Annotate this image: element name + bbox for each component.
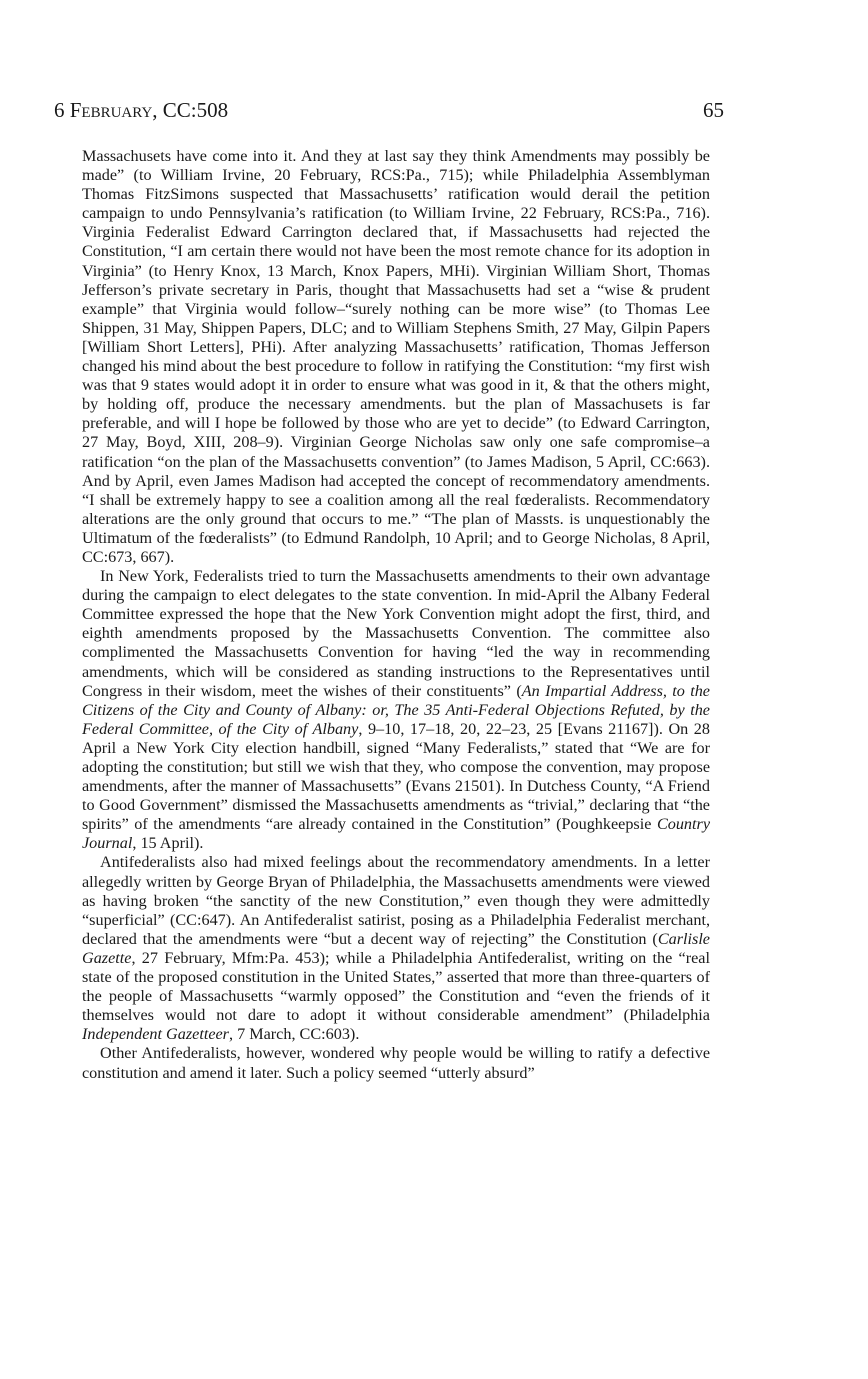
italic-citation: Carlisle Gazette: [82, 929, 710, 967]
text-run: , 7 March, CC:603).: [228, 1025, 360, 1044]
running-head-date: 6 February, CC:508: [54, 98, 229, 122]
text-run: Other Antifederalists, however, wondered why people would be willing to ratify a defective constitution and amend it later. Such a policy seemed “utterly absurd”: [82, 1044, 710, 1082]
page-number: 65: [703, 98, 724, 122]
text-run: , 27 February, Mfm:Pa. 453); while a Philadelphia Antifederalist, writing on the “real state of the proposed constitution in the United States,” asserted that more than three-quarters of the people of Massachusetts “warmly opposed” the Constitution and “even the friends of it themselves would not dare to adopt it without considerable amendment” (Philadelphia: [82, 948, 710, 1025]
running-head: [54, 98, 724, 123]
text-run: , 9–10, 17–18, 20, 22–23, 25 [Evans 21167]). On 28 April a New York City election handbill, signed “Many Federalists,” stated that “We are for adopting the constitution; but still we wish that they, who compose the convention, may propose amendments, after the manner of Massachusetts” (Evans 21501). In Dutchess County, “A Friend to Good Government” dismissed the Massachusetts amendments as “trivial,” declaring that “the spirits” of the amendments “are already contained in the Constitution” (Poughkeepsie: [82, 719, 710, 834]
text-run: , 15 April).: [132, 834, 204, 853]
text-run: Massachusets have come into it. And they at last say they think Amendments may possibly be made” (to William Irvine, 20 February, RCS:Pa., 715); while Philadelphia Assemblyman Thomas FitzSimons suspected that Massachusetts’ ratification would derail the petition campaign to undo Pennsylvania’s ratification (to William Irvine, 22 February, RCS:Pa., 716). Virginia Federalist Edward Carrington declared that, if Massachusetts had rejected the Constitution, “I am certain there would not have been the most remote chance for its adoption in Virginia” (to Henry Knox, 13 March, Knox Papers, MHi). Virginian William Short, Thomas Jefferson’s private secretary in Paris, thought that Massachusetts had set a “wise & prudent example” that Virginia would follow–“surely nothing can be more wise” (to Thomas Lee Shippen, 31 May, Shippen Papers, DLC; and to William Stephens Smith, 27 May, Gilpin Papers [William Short Letters], PHi). After analyzing Massachusetts’ ratification, Thomas Jefferson changed his mind about the best procedure to follow in ratifying the Constitution: “my first wish was that 9 states would adopt it in order to ensure what was good in it, & that the others might, by holding off, produce the necessary amendments. but the plan of Massachusets is far preferable, and will I hope be followed by those who are yet to decide” (to Edward Carrington, 27 May, Boyd, XIII, 208–9). Virginian George Nicholas saw only one safe compromise–a ratification “on the plan of the Massachusetts convention” (to James Madison, 5 April, CC:663). And by April, even James Madison had accepted the concept of recommendatory amendments. “I shall be extremely happy to see a coalition among all the real fœderalists. Recommendatory alterations are the only ground that occurs to me.” “The plan of Massts. is unquestionably the Ultimatum of the fœderalists” (to Edmund Randolph, 10 April; and to George Nicholas, 8 April, CC:673, 667).: [82, 147, 710, 566]
body-paragraph-p1: [82, 147, 710, 567]
body-paragraph-p3: [82, 853, 710, 1044]
body-paragraph-p4: [82, 1044, 710, 1082]
body-paragraph-p2: [82, 567, 710, 853]
body-text: [82, 147, 710, 1083]
italic-citation: An Impartial Address, to the Citizens of the City and County of Albany: or, The 35 Anti-Federal Objections Refuted, by the Federal Committee, of the City of Albany: [82, 681, 710, 738]
text-run: In New York, Federalists tried to turn the Massachusetts amendments to their own advantage during the campaign to elect delegates to the state convention. In mid-April the Albany Federal Committee expressed the hope that the New York Convention might adopt the first, third, and eighth amendments proposed by the Massachusetts Convention. The committee also complimented the Massachusetts Convention for having “led the way in recommending amendments, which will be considered as standing instructions to the Representatives until Congress in their wisdom, meet the wishes of their constituents” (: [82, 567, 710, 700]
text-run: Antifederalists also had mixed feelings about the recommendatory amendments. In a letter allegedly written by George Bryan of Philadelphia, the Massachusetts amendments were viewed as having broken “the sanctity of the new Constitution,” even though they were admittedly “superficial” (CC:647). An Antifederalist satirist, posing as a Philadelphia Federalist merchant, declared that the amendments were “but a decent way of rejecting” the Constitution (: [82, 853, 710, 948]
italic-citation: Independent Gazetteer: [82, 1025, 229, 1044]
italic-citation: Country Journal: [82, 815, 710, 853]
